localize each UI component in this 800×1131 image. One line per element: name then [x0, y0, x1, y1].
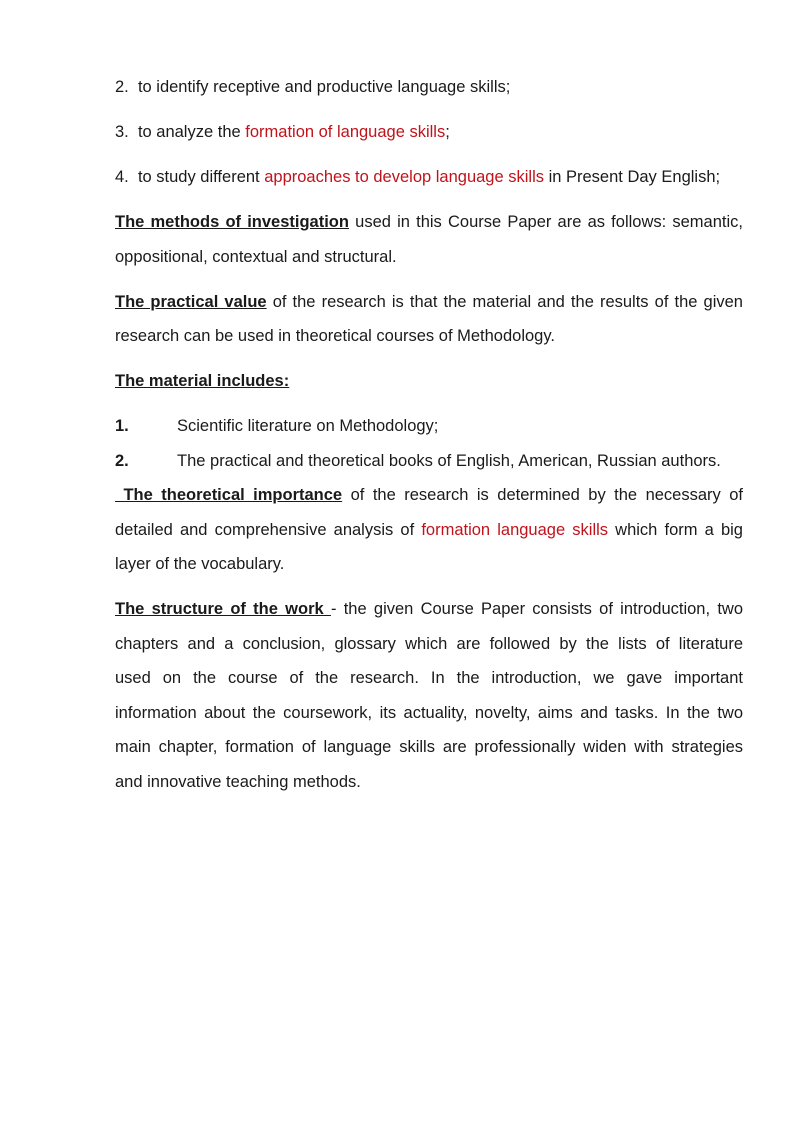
- highlighted-phrase: formation of language skills: [245, 123, 446, 141]
- list-number: 3.: [115, 123, 129, 141]
- methods-heading: The methods of investigation: [115, 213, 349, 231]
- practical-text: of the research is that the material and the results of the given: [266, 292, 743, 311]
- methods-text: used in this Course Paper are as follows: semantic,: [348, 213, 743, 231]
- structure-text-5: main chapter, formation of language skills are professionally widen with strategies: [115, 738, 743, 756]
- list-item: [115, 160, 743, 195]
- material-heading-line: [115, 364, 743, 399]
- structure-text-3: used on the course of the research. In the introduction, we gave important: [115, 669, 743, 687]
- structure-text: - the given Course Paper consists of introduction, two: [330, 600, 743, 618]
- highlighted-phrase: approaches to develop language skills: [264, 168, 544, 186]
- theoretical-text: of the research is determined by the necessary of: [342, 486, 743, 504]
- material-number: 2.: [115, 451, 129, 470]
- material-item: [115, 409, 743, 444]
- list-text: to study different: [137, 168, 265, 186]
- theoretical-paragraph: [115, 478, 743, 582]
- methods-paragraph: [115, 205, 743, 274]
- theoretical-heading: The theoretical importance: [115, 486, 343, 504]
- material-text: The practical and theoretical books of English, American, Russian authors.: [177, 451, 721, 470]
- theoretical-text-2-end: which form a big: [608, 520, 743, 539]
- structure-heading: The structure of the work: [115, 600, 331, 618]
- practical-paragraph: [115, 285, 743, 354]
- document-page: [115, 70, 743, 810]
- list-text: to identify receptive and productive language skills;: [137, 78, 511, 96]
- structure-text-2: chapters and a conclusion, glossary which are followed by the lists of literature: [115, 634, 743, 653]
- structure-text-6: and innovative teaching methods.: [115, 772, 361, 791]
- list-item: [115, 115, 743, 150]
- practical-text-2: research can be used in theoretical courses of Methodology.: [115, 327, 555, 345]
- list-text: to analyze the: [137, 123, 246, 141]
- list-text-end: ;: [445, 123, 450, 141]
- list-number: 2.: [115, 78, 129, 96]
- structure-text-4: information about the coursework, its actuality, novelty, aims and tasks. In the two: [115, 703, 743, 722]
- list-item: [115, 70, 743, 105]
- list-text-end: in Present Day English;: [544, 168, 721, 186]
- material-number: 1.: [115, 417, 129, 435]
- highlighted-phrase: formation language skills: [421, 520, 609, 539]
- theoretical-text-3: layer of the vocabulary.: [115, 555, 285, 573]
- theoretical-text-2: detailed and comprehensive analysis of: [115, 520, 422, 539]
- material-text: Scientific literature on Methodology;: [177, 417, 439, 435]
- material-item: [115, 444, 743, 479]
- structure-paragraph: [115, 592, 743, 799]
- methods-text-2: oppositional, contextual and structural.: [115, 247, 397, 266]
- material-heading: The material includes:: [115, 372, 290, 390]
- list-number: 4.: [115, 168, 129, 186]
- practical-heading: The practical value: [115, 292, 267, 311]
